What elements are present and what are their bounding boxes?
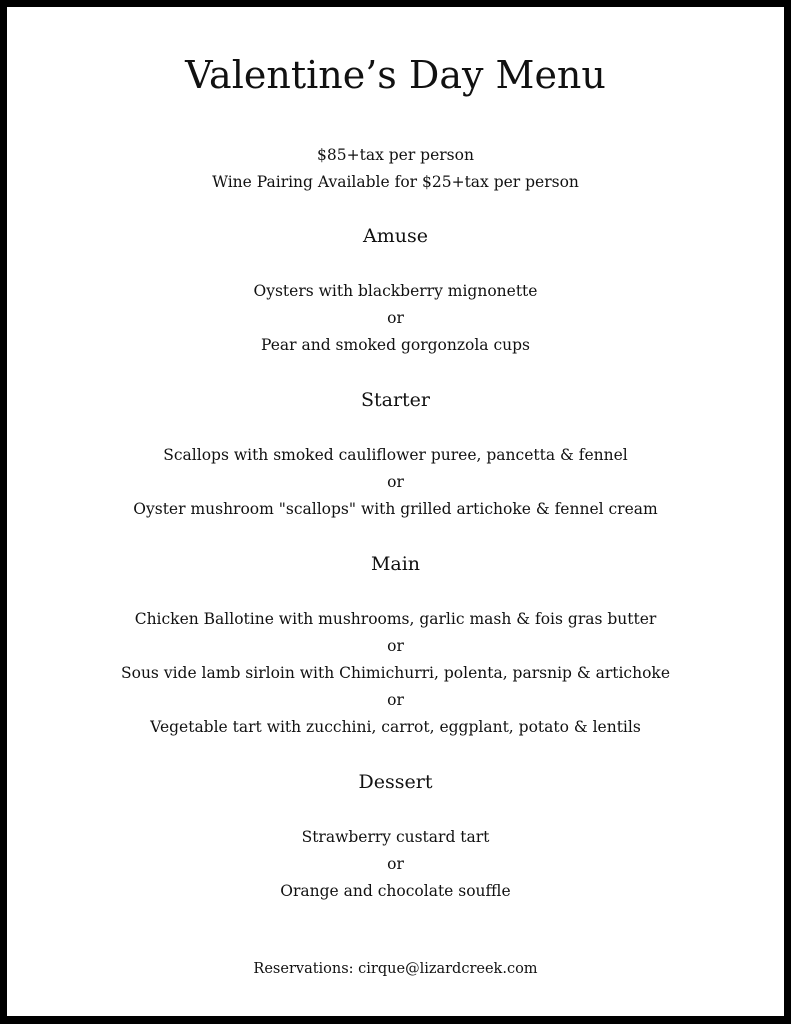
menu-item: Chicken Ballotine with mushrooms, garlic mash & fois gras butter (134, 610, 657, 628)
wine-pairing-price: Wine Pairing Available for $25+tax per person (212, 173, 579, 191)
or-separator: or (387, 473, 404, 491)
menu-item: Oyster mushroom "scallops" with grilled artichoke & fennel cream (133, 500, 658, 518)
menu-page (7, 7, 784, 1016)
menu-item: Sous vide lamb sirloin with Chimichurri, polenta, parsnip & artichoke (121, 664, 670, 682)
menu-item: Oysters with blackberry mignonette (253, 282, 538, 300)
or-separator: or (387, 691, 404, 709)
section-heading-main: Main (370, 553, 421, 575)
menu-item: Pear and smoked gorgonzola cups (260, 336, 531, 354)
or-separator: or (387, 637, 404, 655)
or-separator: or (387, 309, 404, 327)
section-heading-amuse: Amuse (363, 225, 428, 247)
section-heading-starter: Starter (360, 389, 431, 411)
menu-item: Orange and chocolate souffle (280, 882, 511, 900)
menu-item: Strawberry custard tart (301, 828, 490, 846)
section-heading-dessert: Dessert (358, 771, 433, 793)
price-per-person: $85+tax per person (317, 146, 474, 164)
page-title: Valentine’s Day Menu (185, 53, 606, 97)
reservations-footer: Reservations: cirque@lizardcreek.com (253, 961, 538, 977)
menu-item: Vegetable tart with zucchini, carrot, eggplant, potato & lentils (150, 718, 641, 736)
menu-item: Scallops with smoked cauliflower puree, pancetta & fennel (163, 446, 628, 464)
or-separator: or (387, 855, 404, 873)
